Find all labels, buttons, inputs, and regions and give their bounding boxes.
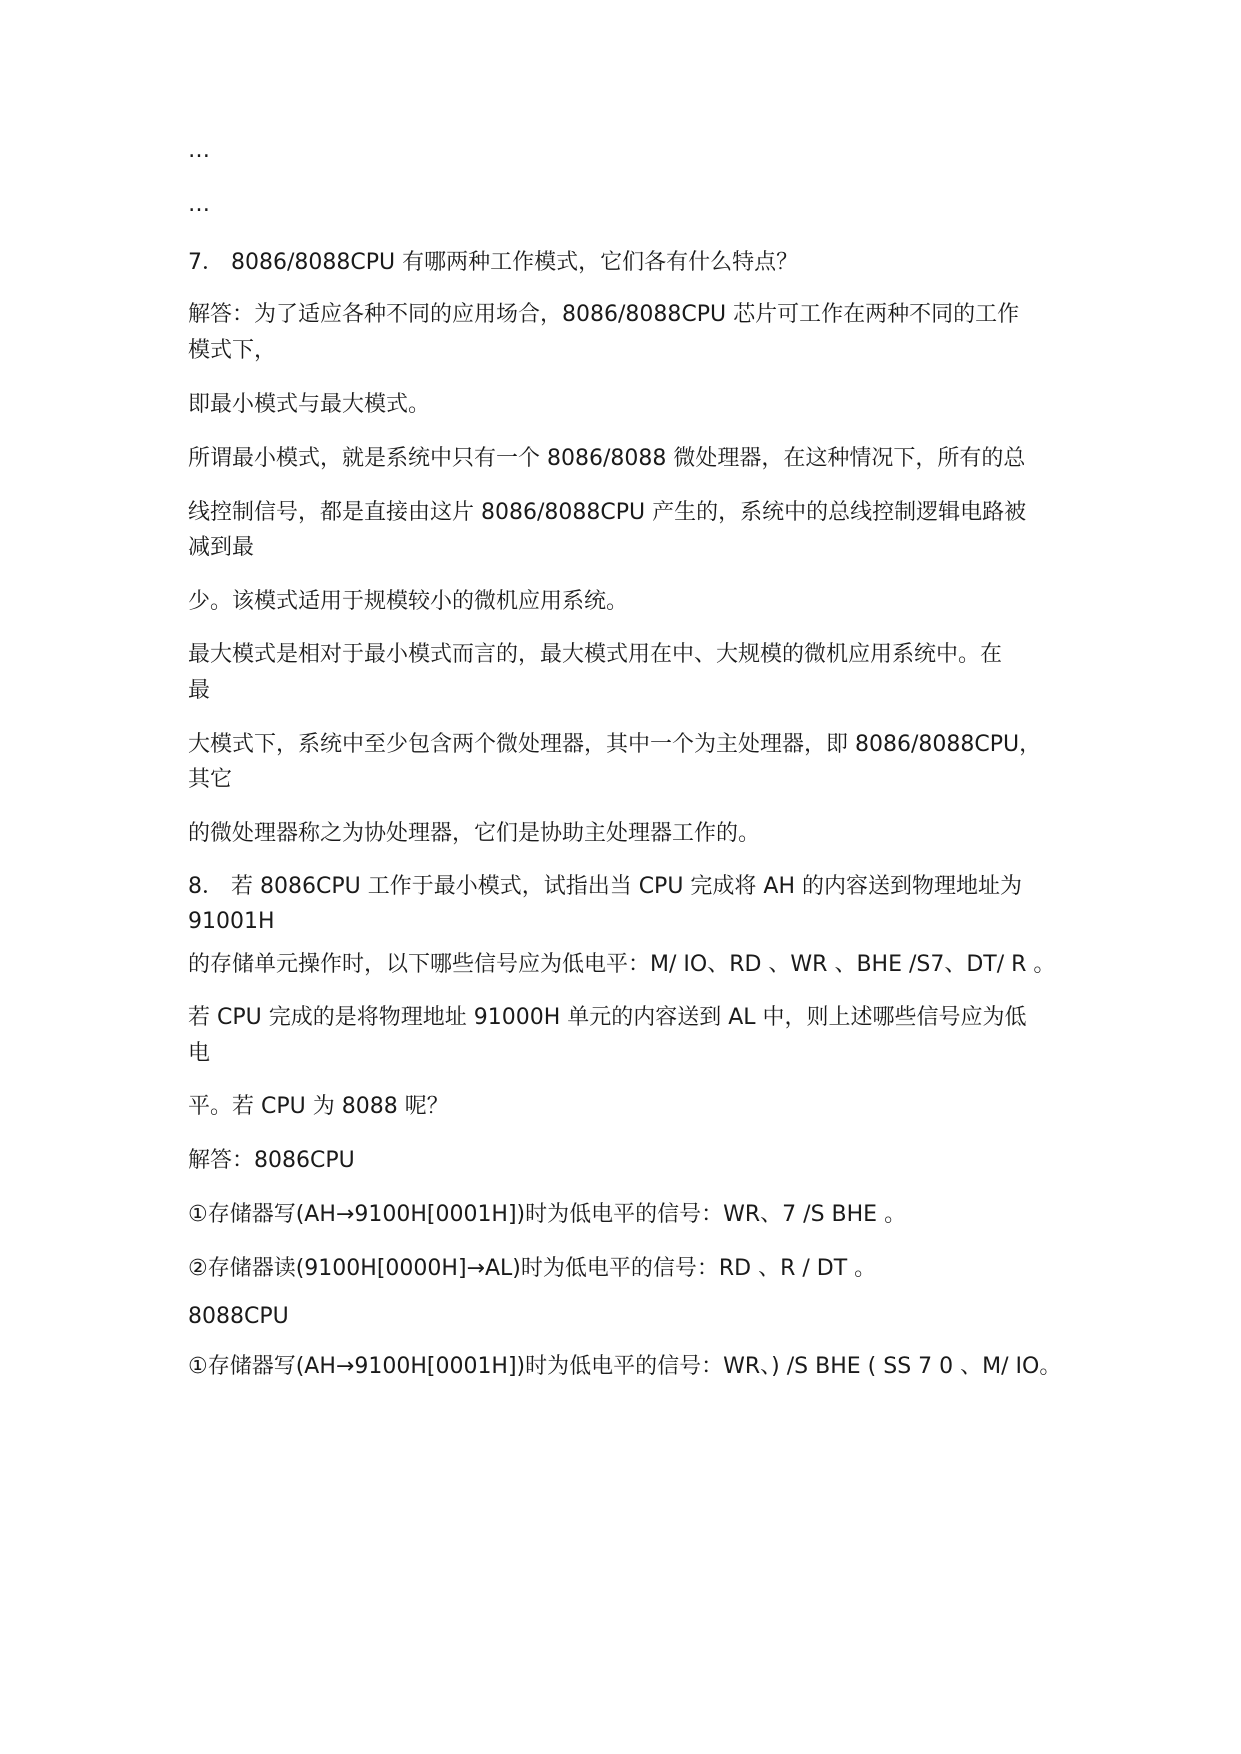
answer-8-heading: 8088CPU [188,1304,289,1329]
answer-8-heading: 解答：8086CPU [188,1148,355,1173]
answer-7-line: 即最小模式与最大模式。 [188,392,431,417]
question-8: 8． 若 8086CPU 工作于最小模式，试指出当 CPU 完成将 AH 的内容送到物理地址为 [188,874,1022,899]
ellipsis-line: … [188,138,210,163]
answer-7-line: 最大模式是相对于最小模式而言的，最大模式用在中、大规模的微机应用系统中。在 [188,642,1003,667]
question-7: 7． 8086/8088CPU 有哪两种工作模式，它们各有什么特点？ [188,250,799,275]
answer-7-line: 解答：为了适应各种不同的应用场合，8086/8088CPU 芯片可工作在两种不同的工作 [188,302,1020,327]
answer-7-line: 减到最 [188,535,255,560]
question-8-line: 平。若 CPU 为 8088 呢？ [188,1094,449,1119]
question-8-line: 91001H [188,909,275,934]
ellipsis-line: … [188,192,210,217]
answer-8-line: ①存储器写(AH→9100H[0001H])时为低电平的信号：WR、7 /S BHE 。 [188,1202,907,1227]
answer-7-line: 最 [188,678,211,703]
question-8-line: 电 [188,1041,211,1066]
answer-7-line: 所谓最小模式，就是系统中只有一个 8086/8088 微处理器，在这种情况下，所有的总 [188,446,1026,471]
answer-7-line: 模式下， [188,338,277,363]
question-8-line: 若 CPU 完成的是将物理地址 91000H 单元的内容送到 AL 中，则上述哪些信号应为低 [188,1005,1027,1030]
answer-8-line: ②存储器读(9100H[0000H]→AL)时为低电平的信号：RD 、R / DT 。 [188,1256,877,1281]
answer-7-line: 其它 [188,767,233,792]
answer-7-line: 少。该模式适用于规模较小的微机应用系统。 [188,589,629,614]
question-8-line: 的存储单元操作时，以下哪些信号应为低电平：M/ IO、RD 、WR 、BHE /S7、DT/ R 。 [188,952,1056,977]
answer-7-line: 大模式下，系统中至少包含两个微处理器，其中一个为主处理器，即 8086/8088CPU， [188,732,1042,757]
answer-7-line: 的微处理器称之为协处理器，它们是协助主处理器工作的。 [188,821,761,846]
answer-7-line: 线控制信号，都是直接由这片 8086/8088CPU 产生的，系统中的总线控制逻辑电路被 [188,500,1027,525]
answer-8-line: ①存储器写(AH→9100H[0001H])时为低电平的信号：WR、) /S BHE ( SS 7 0 、M/ IO。 [188,1354,1062,1379]
